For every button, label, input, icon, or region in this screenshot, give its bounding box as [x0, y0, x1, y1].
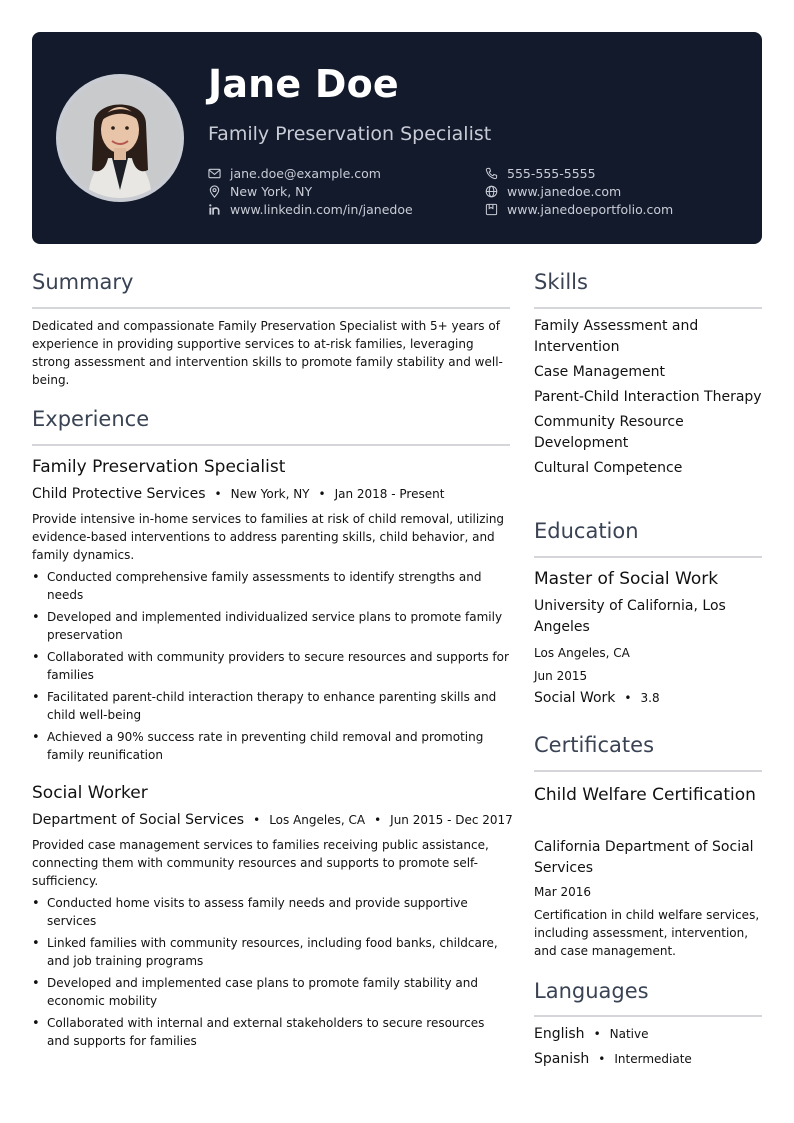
job-bullet: • Developed and implemented case plans to promote family stability and economic mobility: [32, 974, 510, 1010]
phone-icon: [485, 167, 498, 180]
certificate-description: Certification in child welfare services, including assessment, intervention, and case management.: [534, 908, 760, 958]
job-bullets: [32, 568, 510, 768]
language-name: English: [534, 1026, 585, 1042]
skill-item: Cultural Competence: [534, 460, 683, 476]
separator-dot: •: [214, 487, 222, 501]
experience-divider: [32, 444, 510, 446]
contact-portfolio-text: www.janedoeportfolio.com: [507, 202, 674, 217]
education-heading: Education: [534, 519, 639, 543]
contact-email[interactable]: [208, 166, 381, 181]
resume-header: [32, 32, 762, 244]
job-dates: Jan 2018 - Present: [334, 487, 445, 501]
job-bullet: • Achieved a 90% success rate in preventing child removal and promoting family reunification: [32, 728, 510, 764]
skill-item: Community Resource Development: [534, 414, 684, 451]
language-level: Native: [609, 1027, 649, 1041]
job-dates: Jun 2015 - Dec 2017: [390, 813, 513, 827]
language-item: [534, 1051, 692, 1067]
summary-heading: Summary: [32, 270, 134, 294]
job-location: Los Angeles, CA: [269, 813, 366, 827]
summary-divider: [32, 307, 510, 309]
language-level: Intermediate: [614, 1052, 692, 1066]
experience-heading: Experience: [32, 407, 150, 431]
job-location: New York, NY: [230, 487, 310, 501]
job-bullet: • Conducted comprehensive family assessments to identify strengths and needs: [32, 568, 510, 604]
education-date: Jun 2015: [534, 669, 588, 683]
language-name: Spanish: [534, 1051, 590, 1067]
job-description: Provide intensive in-home services to families at risk of child removal, utilizing evidence-based interventions to address parenting skills, child behavior, and family dynamics.: [32, 512, 505, 562]
job-organization: Child Protective Services: [32, 486, 206, 502]
job-bullet: • Collaborated with internal and external stakeholders to secure resources and supports for families: [32, 1014, 510, 1050]
job-title: Family Preservation Specialist: [32, 457, 286, 477]
contact-website-text: www.janedoe.com: [507, 184, 622, 199]
job-bullet: • Facilitated parent-child interaction therapy to enhance parenting skills and child well-being: [32, 688, 510, 724]
job-bullet: • Collaborated with community providers to secure resources and supports for families: [32, 648, 510, 684]
certificate-name: Child Welfare Certification: [534, 785, 756, 805]
separator-dot: •: [598, 1052, 606, 1066]
job-meta: [32, 812, 513, 828]
portfolio-icon: [485, 203, 498, 216]
education-degree: Master of Social Work: [534, 569, 719, 589]
job-title: Social Worker: [32, 783, 148, 803]
contact-location-text: New York, NY: [230, 184, 313, 199]
candidate-role: Family Preservation Specialist: [208, 123, 492, 145]
job-bullet: • Linked families with community resources, including food banks, childcare, and job training programs: [32, 934, 510, 970]
languages-heading: Languages: [534, 979, 649, 1003]
skill-item: Parent-Child Interaction Therapy: [534, 389, 762, 405]
certificates-divider: [534, 770, 762, 772]
language-item: [534, 1026, 649, 1042]
map-pin-icon: [208, 185, 221, 198]
job-description: Provided case management services to families receiving public assistance, connecting them with community resources and supports to promote self-sufficiency.: [32, 838, 489, 888]
separator-dot: •: [593, 1027, 601, 1041]
education-location: Los Angeles, CA: [534, 646, 630, 660]
job-bullet: • Developed and implemented individualized service plans to promote family preservation: [32, 608, 510, 644]
education-field-row: [534, 690, 660, 706]
contact-phone[interactable]: [485, 166, 596, 181]
certificate-issuer: California Department of Social Services: [534, 839, 754, 876]
certificates-heading: Certificates: [534, 733, 655, 757]
contact-linkedin[interactable]: [208, 202, 413, 217]
skills-list: [534, 316, 762, 483]
separator-dot: •: [253, 813, 261, 827]
certificate-date: Mar 2016: [534, 885, 591, 899]
education-gpa: 3.8: [640, 691, 660, 705]
contact-email-text: jane.doe@example.com: [230, 166, 381, 181]
profile-photo-image: [60, 78, 180, 198]
candidate-name: Jane Doe: [208, 62, 399, 106]
contact-location: [208, 184, 312, 199]
education-school: University of California, Los Angeles: [534, 598, 726, 635]
education-divider: [534, 556, 762, 558]
education-field: Social Work: [534, 690, 616, 706]
separator-dot: •: [318, 487, 326, 501]
contact-phone-text: 555-555-5555: [507, 166, 596, 181]
linkedin-icon: [208, 203, 221, 216]
contact-portfolio[interactable]: [485, 202, 673, 217]
mail-icon: [208, 167, 221, 180]
languages-divider: [534, 1015, 762, 1017]
contact-website[interactable]: [485, 184, 621, 199]
profile-photo: [56, 74, 184, 202]
contact-linkedin-text: www.linkedin.com/in/janedoe: [230, 202, 413, 217]
globe-icon: [485, 185, 498, 198]
skill-item: Case Management: [534, 364, 665, 380]
job-bullet: • Conducted home visits to assess family needs and provide supportive services: [32, 894, 510, 930]
summary-text: Dedicated and compassionate Family Preservation Specialist with 5+ years of experience in providing supportive services to at-risk families, leveraging strong assessment and intervention skills to promote family stability and well-being.: [32, 319, 503, 387]
skill-item: Family Assessment and Intervention: [534, 318, 699, 355]
skills-divider: [534, 307, 762, 309]
job-bullets: [32, 894, 510, 1054]
skills-heading: Skills: [534, 270, 588, 294]
job-meta: [32, 486, 444, 502]
separator-dot: •: [624, 691, 632, 705]
separator-dot: •: [374, 813, 382, 827]
job-organization: Department of Social Services: [32, 812, 245, 828]
